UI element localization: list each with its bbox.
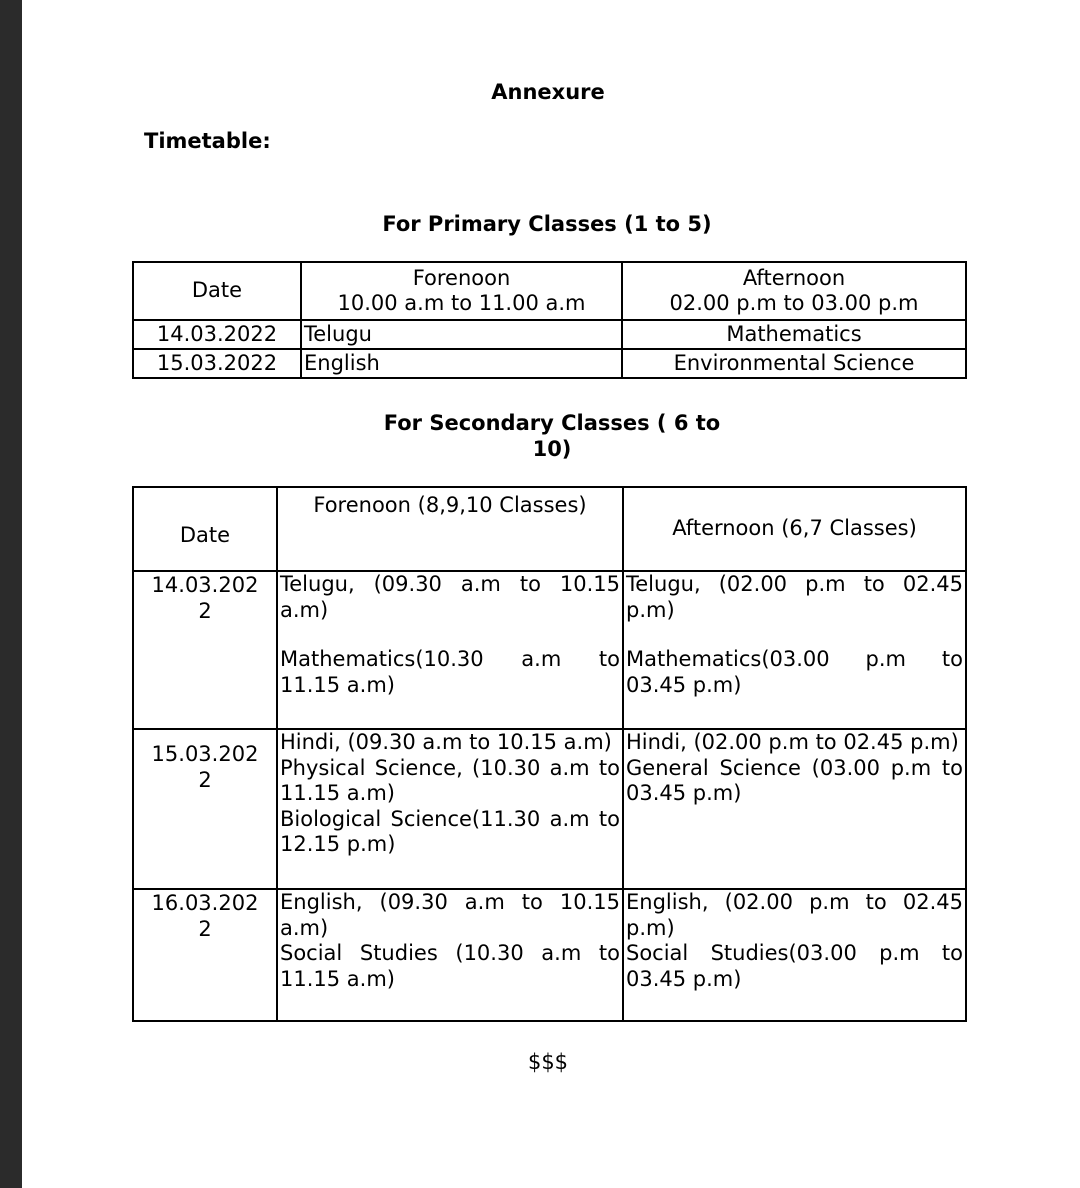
forenoon-cell: English (301, 349, 622, 378)
secondary-title-line1: For Secondary Classes ( 6 to (383, 411, 721, 435)
forenoon-label: Forenoon (412, 265, 511, 290)
date-cell (133, 571, 277, 729)
afternoon-cell (623, 889, 966, 1021)
exam-entry: English, (02.00 p.m to 02.45 p.m) (626, 890, 963, 940)
exam-entry: Biological Science(11.30 a.m to 12.15 p.m) (280, 806, 620, 856)
date-cell (133, 729, 277, 889)
afternoon-cell: Environmental Science (622, 349, 966, 378)
date-cell: 15.03.2022 (133, 349, 301, 378)
forenoon-cell: Telugu (301, 320, 622, 349)
table-row (133, 889, 966, 1021)
afternoon-cell: Mathematics (622, 320, 966, 349)
exam-entry: Telugu, (02.00 p.m to 02.45 p.m) (626, 572, 963, 622)
exam-entry: Physical Science, (10.30 a.m to 11.15 a.m) (280, 755, 620, 805)
date-cell: 14.03.2022 (133, 320, 301, 349)
afternoon-cell (623, 571, 966, 729)
table-header-row (133, 262, 966, 320)
table-row (133, 729, 966, 889)
afternoon-cell (623, 729, 966, 889)
forenoon-time: 10.00 a.m to 11.00 a.m (337, 291, 586, 315)
forenoon-header (301, 262, 622, 320)
table-row (133, 349, 966, 378)
timetable-label: Timetable: (144, 129, 271, 153)
window-edge (0, 0, 22, 1188)
primary-section-title: For Primary Classes (1 to 5) (382, 212, 712, 236)
date-text: 16.03.2022 (151, 891, 259, 941)
afternoon-header (622, 262, 966, 320)
footer-mark: $$$ (527, 1050, 569, 1074)
exam-entry: Social Studies(03.00 p.m to 03.45 p.m) (626, 941, 963, 991)
exam-entry: English, (09.30 a.m to 10.15 a.m) (280, 890, 620, 940)
exam-entry: Social Studies (10.30 a.m to 11.15 a.m) (280, 941, 620, 991)
exam-entry: Mathematics(03.00 p.m to 03.45 p.m) (626, 647, 963, 697)
page-title: Annexure (491, 80, 605, 104)
date-cell (133, 889, 277, 1021)
date-header: Date (133, 487, 277, 571)
primary-timetable (132, 261, 967, 379)
exam-entry: Hindi, (02.00 p.m to 02.45 p.m) (626, 730, 959, 754)
afternoon-label: Afternoon (742, 265, 846, 290)
secondary-title-line2: 10) (532, 437, 572, 461)
forenoon-cell (277, 571, 623, 729)
exam-entry: Mathematics(10.30 a.m to 11.15 a.m) (280, 647, 620, 697)
secondary-timetable (132, 486, 967, 1022)
date-header: Date (133, 262, 301, 320)
forenoon-cell (277, 889, 623, 1021)
exam-entry: Hindi, (09.30 a.m to 10.15 a.m) (280, 730, 612, 754)
forenoon-cell (277, 729, 623, 889)
forenoon-header: Forenoon (8,9,10 Classes) (277, 487, 623, 571)
exam-entry: General Science (03.00 p.m to 03.45 p.m) (626, 755, 963, 805)
exam-entry: Telugu, (09.30 a.m to 10.15 a.m) (280, 572, 620, 622)
afternoon-header: Afternoon (6,7 Classes) (623, 487, 966, 571)
secondary-section-title (367, 410, 737, 462)
date-text: 15.03.2022 (151, 742, 259, 792)
table-row (133, 571, 966, 729)
date-text: 14.03.2022 (151, 573, 259, 623)
document-page (22, 0, 1080, 1188)
table-row (133, 320, 966, 349)
afternoon-time: 02.00 p.m to 03.00 p.m (669, 291, 919, 315)
table-header-row (133, 487, 966, 571)
